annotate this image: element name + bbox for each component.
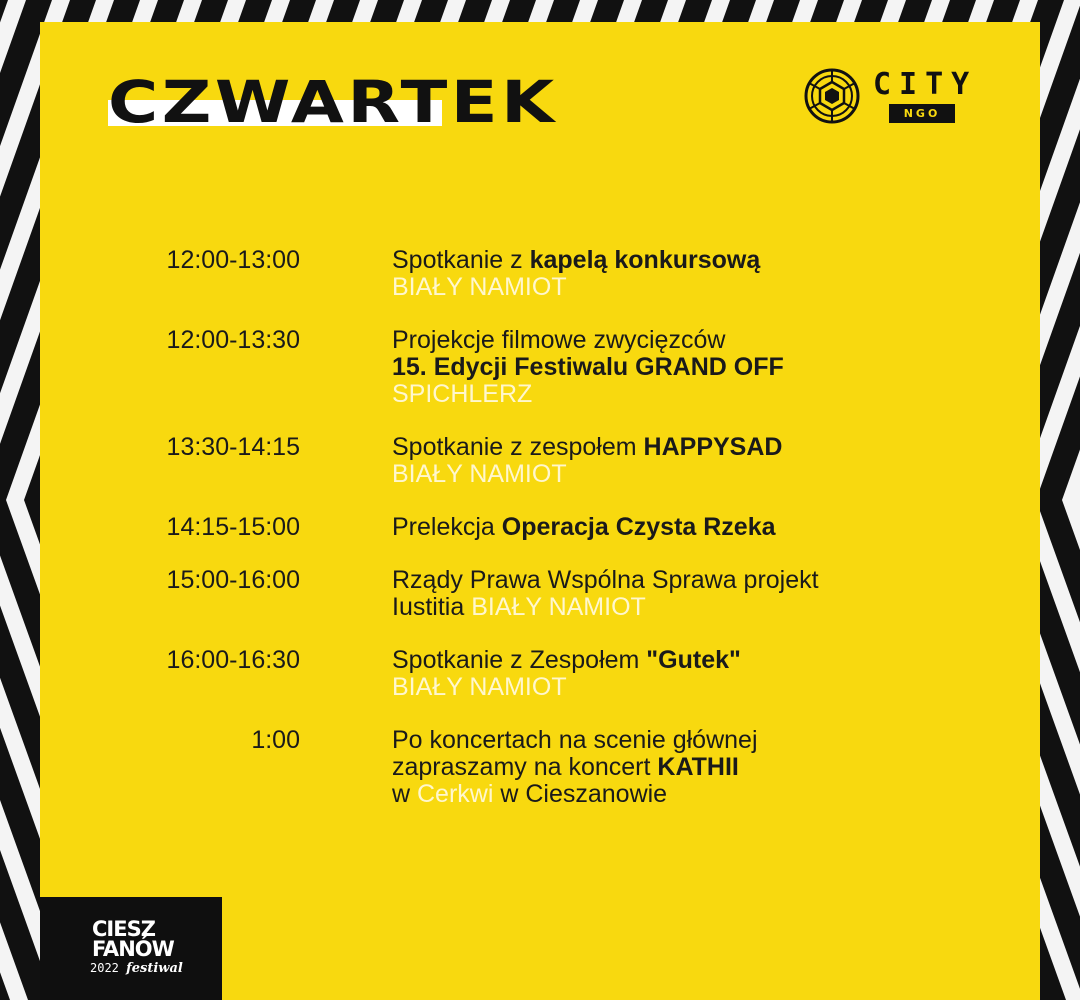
schedule-text: w bbox=[392, 780, 417, 808]
schedule-row bbox=[40, 647, 1040, 701]
festival-logo bbox=[40, 897, 222, 1000]
city-ngo-logo bbox=[803, 67, 978, 127]
logo-wordmark: CITY bbox=[873, 67, 978, 102]
schedule-location: BIAŁY NAMIOT bbox=[392, 273, 567, 301]
schedule-location: Cerkwi bbox=[417, 780, 494, 808]
schedule-row bbox=[40, 514, 1040, 541]
schedule-row bbox=[40, 567, 1040, 621]
schedule-description bbox=[392, 327, 952, 408]
schedule-line bbox=[392, 594, 952, 621]
logo-badge: NGO bbox=[889, 104, 955, 123]
schedule-text: w Cieszanowie bbox=[493, 780, 668, 808]
festival-year: 2022 bbox=[90, 961, 119, 975]
title-block bbox=[108, 68, 558, 136]
schedule-highlight: Operacja Czysta Rzeka bbox=[501, 513, 776, 541]
festival-subline bbox=[90, 961, 183, 976]
schedule-description bbox=[392, 567, 952, 621]
schedule-text: Spotkanie z zespołem bbox=[392, 433, 644, 461]
schedule-row bbox=[40, 727, 1040, 808]
schedule-location: BIAŁY NAMIOT bbox=[392, 460, 567, 488]
schedule-description bbox=[392, 514, 952, 541]
schedule-list bbox=[40, 247, 1040, 834]
schedule-location: BIAŁY NAMIOT bbox=[392, 673, 567, 701]
schedule-location: SPICHLERZ bbox=[392, 380, 533, 408]
schedule-text: zapraszamy na koncert bbox=[392, 753, 658, 781]
schedule-highlight: "Gutek" bbox=[646, 646, 741, 674]
schedule-description bbox=[392, 727, 952, 808]
schedule-time: 14:15-15:00 bbox=[166, 513, 300, 541]
schedule-line bbox=[392, 727, 952, 754]
schedule-line bbox=[392, 647, 952, 674]
schedule-text: Spotkanie z bbox=[392, 246, 530, 274]
schedule-time: 12:00-13:30 bbox=[166, 326, 300, 354]
schedule-line bbox=[392, 247, 952, 274]
schedule-line bbox=[392, 674, 952, 701]
festival-name-line1: CIESZ bbox=[92, 917, 155, 941]
schedule-text: Rządy Prawa Wspólna Sprawa projekt bbox=[392, 566, 819, 594]
schedule-description bbox=[392, 434, 952, 488]
schedule-highlight: kapelą konkursową bbox=[529, 246, 761, 274]
page-title: CZWARTEK bbox=[108, 68, 558, 136]
schedule-description bbox=[392, 647, 952, 701]
schedule-line bbox=[392, 274, 952, 301]
schedule-description bbox=[392, 247, 952, 301]
schedule-time: 13:30-14:15 bbox=[166, 433, 300, 461]
schedule-text: Iustitia bbox=[392, 593, 472, 621]
schedule-text: Prelekcja bbox=[392, 513, 502, 541]
schedule-line bbox=[392, 327, 952, 354]
yellow-panel bbox=[40, 22, 1040, 1000]
schedule-line bbox=[392, 754, 952, 781]
schedule-line bbox=[392, 514, 952, 541]
festival-name-line2: FANÓW bbox=[92, 937, 174, 961]
schedule-line bbox=[392, 381, 952, 408]
schedule-time: 15:00-16:00 bbox=[166, 566, 300, 594]
schedule-highlight: KATHII bbox=[657, 753, 739, 781]
schedule-time: 16:00-16:30 bbox=[166, 646, 300, 674]
schedule-highlight: HAPPYSAD bbox=[643, 433, 783, 461]
schedule-text: Projekcje filmowe zwycięzców bbox=[392, 326, 726, 354]
schedule-highlight: 15. Edycji Festiwalu GRAND OFF bbox=[392, 353, 784, 381]
schedule-row bbox=[40, 434, 1040, 488]
festival-word: festiwal bbox=[126, 961, 183, 976]
schedule-text: Spotkanie z Zespołem bbox=[392, 646, 647, 674]
schedule-line bbox=[392, 567, 952, 594]
schedule-text: Po koncertach na scenie głównej bbox=[392, 726, 758, 754]
schedule-line bbox=[392, 434, 952, 461]
schedule-line bbox=[392, 781, 952, 808]
schedule-location: BIAŁY NAMIOT bbox=[471, 593, 646, 621]
schedule-time: 12:00-13:00 bbox=[166, 246, 300, 274]
schedule-row bbox=[40, 327, 1040, 408]
schedule-time: 1:00 bbox=[251, 726, 300, 754]
schedule-row bbox=[40, 247, 1040, 301]
schedule-line bbox=[392, 354, 952, 381]
city-emblem-icon bbox=[803, 67, 861, 125]
schedule-line bbox=[392, 461, 952, 488]
